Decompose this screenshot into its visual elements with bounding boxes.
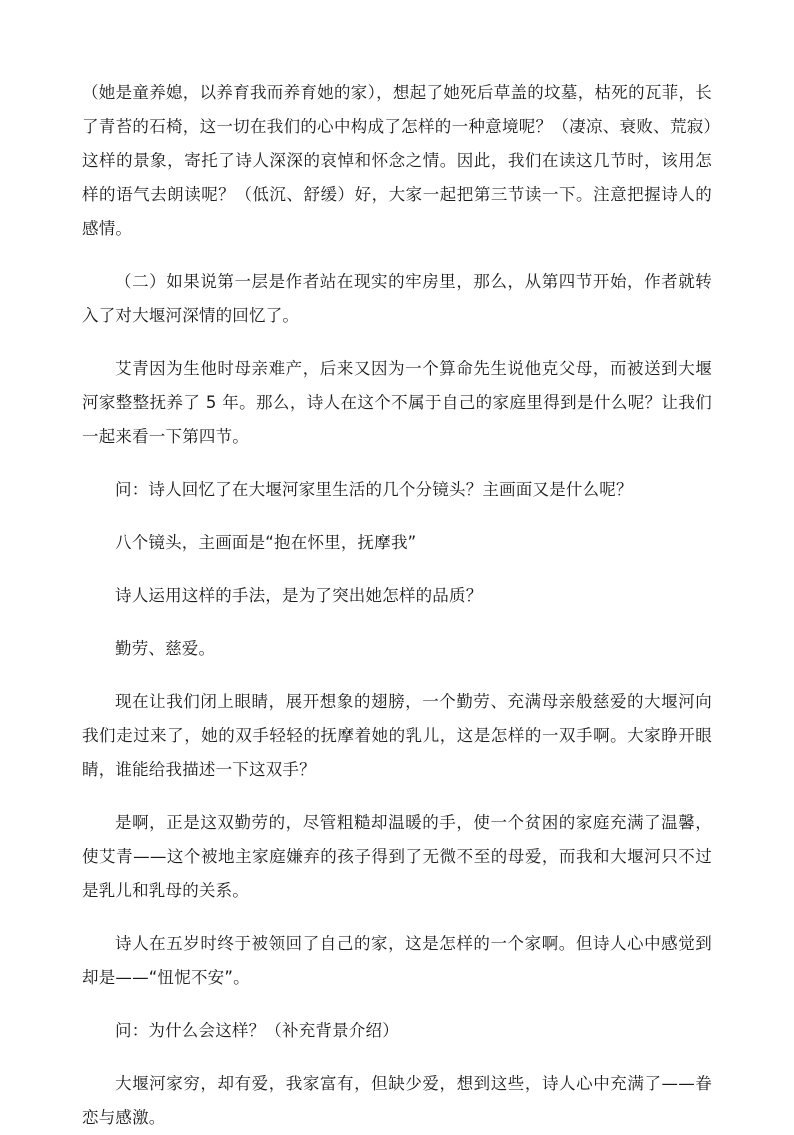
paragraph-question-quality: 诗人运用这样的手法，是为了突出她怎样的品质？ — [115, 586, 483, 605]
paragraph-love-contrast: 大堰河家穷，却有爱，我家富有，但缺少爱，想到这些，诗人心中充满了——眷恋与感激。 — [82, 1074, 712, 1127]
paragraph-question-why: 问：为什么会这样？（补充背景介绍） — [115, 1021, 399, 1040]
paragraph-question-scenes: 问：诗人回忆了在大堰河家里生活的几个分镜头？主画面又是什么呢？ — [115, 480, 633, 499]
paragraph-imagine-hands: 现在让我们闭上眼睛，展开想象的翅膀，一个勤劳、充满母亲般慈爱的大堰河向我们走过来了，她的双手轻轻的抚摩着她的乳儿，这是怎样的一双手啊。大家睁开眼睛，谁能给我描述一下这双手？ — [82, 692, 712, 779]
paragraph-answer-quality: 勤劳、慈爱。 — [115, 639, 216, 658]
paragraph-warm-hands: 是啊，正是这双勤劳的，尽管粗糙却温暖的手，使一个贫困的家庭充满了温馨，使艾青——这个被地主家庭嫌弃的孩子得到了无微不至的母爱，而我和大堰河只不过是乳儿和乳母的关系。 — [82, 813, 712, 900]
paragraph-answer-scenes: 八个镜头，主画面是“抱在怀里，抚摩我” — [115, 533, 417, 552]
paragraph-continuation: （她是童养媳，以养育我而养育她的家），想起了她死后草盖的坟墓，枯死的瓦菲，长了青苔的石椅，这一切在我们的心中构成了怎样的一种意境呢？（凄凉、衰败、荒寂）这样的景象，寄托了诗人深深的哀悼和怀念之情。因此，我们在读这几节时，该用怎样的语气去朗读呢？（低沉、舒缓）好，大家一起把第三节读一下。注意把握诗人的感情。 — [82, 83, 712, 238]
paragraph-section-two: （二）如果说第一层是作者站在现实的牢房里，那么，从第四节开始，作者就转入了对大堰河深情的回忆了。 — [82, 272, 712, 325]
paragraph-background: 艾青因为生他时母亲难产，后来又因为一个算命先生说他克父母，而被送到大堰河家整整抚养了 5 年。那么，诗人在这个不属于自己的家庭里得到是什么呢？让我们一起来看一下第四节。 — [82, 359, 712, 446]
paragraph-return-home: 诗人在五岁时终于被领回了自己的家，这是怎样的一个家啊。但诗人心中感觉到却是——“忸怩不安”。 — [82, 934, 712, 987]
